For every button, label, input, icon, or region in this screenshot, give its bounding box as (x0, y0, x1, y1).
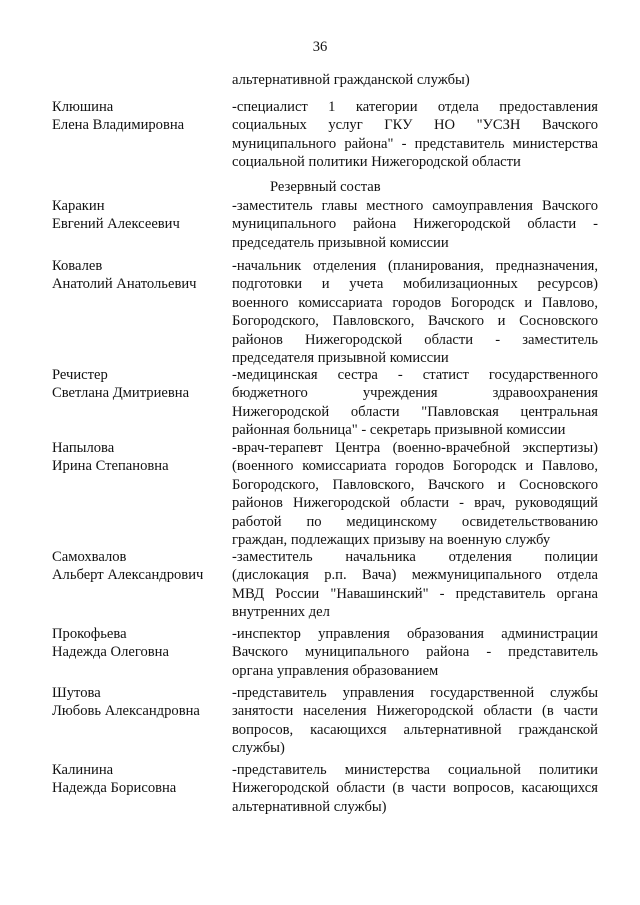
role-line: бюджетного учреждения здравоохранения (232, 385, 598, 402)
role-line: подготовки и учета мобилизационных ресурсов) (232, 276, 598, 293)
role-line: социальных услуг ГКУ НО "УСЗН Вачского (232, 117, 598, 134)
member-name (52, 548, 227, 585)
member-given-names: Надежда Борисовна (52, 780, 177, 797)
role-line: Вачского муниципального района - представитель (232, 644, 598, 661)
role-line: органа управления образованием (232, 662, 439, 679)
role-line: -представитель министерства социальной политики (232, 762, 598, 778)
role-line: Богородского, Павловского, Вачского и Сосновского (232, 476, 598, 493)
role-line: -представитель управления государственной службы (232, 685, 598, 701)
page-number: 36 (312, 39, 328, 55)
member-given-names: Елена Владимировна (52, 117, 185, 134)
member-role-description (232, 366, 598, 440)
member-role-description (232, 98, 598, 172)
role-line: Нижегородской области "Павловская центральная (232, 403, 598, 420)
role-line: Богородского, Павловского, Вачского и Сосновского (232, 313, 598, 330)
member-given-names: Анатолий Анатольевич (52, 276, 197, 293)
role-line: работой по медицинскому освидетельствованию (232, 513, 598, 530)
member-name (52, 197, 227, 234)
role-line: -заместитель начальника отделения полиции (232, 549, 598, 565)
role-line: муниципального района" - представитель министерства (232, 135, 598, 152)
role-line: вопросов, касающихся альтернативной гражданской (232, 721, 598, 738)
continuation-line: альтернативной гражданской службы) (232, 72, 470, 88)
role-line: занятости населения Нижегородской области (в части (232, 703, 598, 720)
member-name (52, 366, 227, 403)
role-line: председателя призывной комиссии (232, 350, 449, 367)
role-line: (дислокация р.п. Вача) межмуниципального отдела (232, 567, 598, 584)
member-role-description (232, 548, 598, 622)
member-name (52, 439, 227, 476)
member-surname: Прокофьева (52, 626, 127, 642)
role-line: -врач-терапевт Центра (военно-врачебной экспертизы) (232, 440, 598, 456)
role-line: -медицинская сестра - статист государственного (232, 367, 598, 383)
subheading-reserve: Резервный состав (270, 179, 381, 195)
role-line: службы) (232, 740, 285, 757)
role-line: (военного комиссариата городов Богородск и Павлово, (232, 458, 598, 475)
role-line: муниципального района Нижегородской области - (232, 216, 598, 233)
role-line: военного комиссариата городов Богородск и Павлово, (232, 294, 598, 311)
member-role-description (232, 625, 598, 680)
role-line: внутренних дел (232, 604, 330, 621)
member-given-names: Ирина Степановна (52, 458, 169, 475)
role-line: районов Нижегородской области - заместитель (232, 331, 598, 348)
role-line: Нижегородской области (в части вопросов, касающихся (232, 780, 598, 797)
member-surname: Каракин (52, 198, 105, 214)
member-given-names: Евгений Алексеевич (52, 216, 180, 233)
role-line: районная больница" - секретарь призывной комиссии (232, 422, 566, 439)
member-given-names: Альберт Александрович (52, 567, 204, 584)
member-surname: Шутова (52, 685, 101, 701)
member-given-names: Надежда Олеговна (52, 644, 169, 661)
member-name (52, 684, 227, 721)
member-given-names: Светлана Дмитриевна (52, 385, 190, 402)
role-line: граждан, подлежащих призыву на военную службу (232, 532, 551, 549)
role-line: районов Нижегородской области - врач, руководящий (232, 495, 598, 512)
role-line: -заместитель главы местного самоуправления Вачского (232, 198, 598, 214)
member-role-description (232, 761, 598, 816)
role-line: социальной политики Нижегородской области (232, 154, 521, 171)
member-name (52, 98, 227, 135)
member-given-names: Любовь Александровна (52, 703, 200, 720)
member-surname: Самохвалов (52, 549, 127, 565)
member-role-description (232, 197, 598, 252)
member-name (52, 257, 227, 294)
role-line: -начальник отделения (планирования, предназначения, (232, 258, 598, 274)
role-line: МВД России "Навашинский" - представитель органа (232, 585, 598, 602)
member-surname: Ковалев (52, 258, 103, 274)
member-surname: Речистер (52, 367, 108, 383)
member-surname: Клюшина (52, 99, 114, 115)
member-role-description (232, 684, 598, 758)
member-surname: Калинина (52, 762, 114, 778)
role-line: председатель призывной комиссии (232, 234, 449, 251)
role-line: -инспектор управления образования администрации (232, 626, 598, 642)
member-role-description (232, 439, 598, 549)
member-surname: Напылова (52, 440, 115, 456)
member-name (52, 761, 227, 798)
role-line: альтернативной службы) (232, 798, 387, 815)
role-line: -специалист 1 категории отдела предоставления (232, 99, 598, 115)
member-role-description (232, 257, 598, 367)
member-name (52, 625, 227, 662)
